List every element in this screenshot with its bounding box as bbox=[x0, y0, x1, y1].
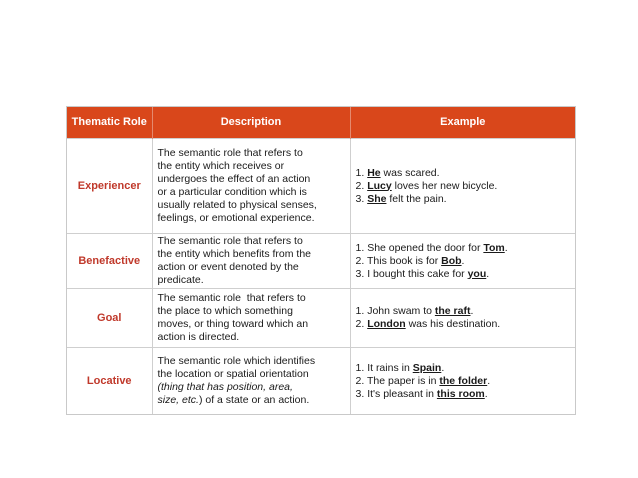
highlighted-term: Tom bbox=[483, 241, 505, 254]
role-name: Experiencer bbox=[67, 139, 152, 234]
description-line: action is directed. bbox=[157, 331, 240, 343]
example-line: 1. John swam to the raft. bbox=[355, 305, 474, 317]
example-line: 2. London was his destination. bbox=[355, 318, 501, 330]
example-line: 3. It's pleasant in this room. bbox=[355, 387, 488, 400]
header-description: Description bbox=[152, 107, 350, 139]
description-line bbox=[158, 381, 345, 394]
description-line: moves, or thing toward which an bbox=[157, 318, 309, 330]
example-cell bbox=[350, 348, 575, 415]
description-line: the entity which benefits from the bbox=[157, 248, 311, 260]
highlighted-term: Lucy bbox=[367, 179, 392, 192]
header-thematic-role: Thematic Role bbox=[67, 107, 152, 139]
description-line: The semantic role that refers to bbox=[157, 235, 303, 247]
description-line: size, etc.) of a state or an action. bbox=[157, 394, 310, 406]
highlighted-term: the raft bbox=[434, 305, 471, 317]
description-cell bbox=[152, 289, 350, 348]
description-italic: (thing that has position, area, bbox=[157, 381, 293, 393]
role-name: Benefactive bbox=[67, 234, 152, 289]
example-line: 1. He was scared. bbox=[355, 166, 440, 179]
table bbox=[67, 107, 575, 414]
example-cell bbox=[350, 234, 575, 289]
highlighted-term: London bbox=[367, 318, 406, 330]
description-cell bbox=[152, 139, 350, 234]
example-line: 1. She opened the door for Tom. bbox=[355, 241, 508, 254]
example-line: 2. The paper is in the folder. bbox=[355, 374, 491, 387]
highlighted-term: She bbox=[367, 192, 387, 205]
description-line: or a particular condition which is bbox=[157, 186, 307, 198]
role-name: Locative bbox=[67, 348, 152, 415]
example-line: 2. Lucy loves her new bicycle. bbox=[355, 179, 498, 192]
description-line: usually related to physical senses, bbox=[157, 199, 317, 211]
example-cell bbox=[350, 289, 575, 348]
example-cell bbox=[350, 139, 575, 234]
table-row-benefactive bbox=[67, 234, 575, 289]
description-italic: size, etc. bbox=[157, 394, 199, 406]
thematic-roles-table bbox=[66, 106, 576, 415]
example-line: 1. It rains in Spain. bbox=[355, 361, 445, 374]
highlighted-term: He bbox=[367, 166, 381, 179]
description-line: predicate. bbox=[157, 274, 204, 286]
header-row bbox=[67, 107, 575, 139]
highlighted-term: Bob bbox=[441, 254, 462, 267]
highlighted-term: this room bbox=[436, 387, 485, 400]
highlighted-term: the folder bbox=[439, 374, 488, 387]
example-line: 3. I bought this cake for you. bbox=[355, 267, 490, 280]
description-line: feelings, or emotional experience. bbox=[157, 212, 315, 224]
description-line: the entity which receives or bbox=[157, 160, 285, 172]
description-line: the location or spatial orientation bbox=[157, 368, 309, 380]
example-line: 2. This book is for Bob. bbox=[355, 254, 465, 267]
description-line: action or event denoted by the bbox=[157, 261, 299, 273]
example-line: 3. She felt the pain. bbox=[355, 192, 447, 205]
description-line: the place to which something bbox=[157, 305, 293, 317]
table-row-goal bbox=[67, 289, 575, 348]
table-row-experiencer bbox=[67, 139, 575, 234]
highlighted-term: Spain bbox=[412, 361, 442, 374]
highlighted-term: you bbox=[467, 267, 487, 280]
table-row-locative bbox=[67, 348, 575, 415]
description-line: The semantic role which identifies bbox=[157, 355, 316, 367]
description-line: The semantic role that refers to bbox=[157, 147, 303, 159]
description-line: undergoes the effect of an action bbox=[157, 173, 311, 185]
description-cell bbox=[152, 348, 350, 415]
role-name: Goal bbox=[67, 289, 152, 348]
header-example: Example bbox=[350, 107, 575, 139]
description-line: The semantic role that refers to bbox=[157, 292, 306, 304]
description-cell bbox=[152, 234, 350, 289]
